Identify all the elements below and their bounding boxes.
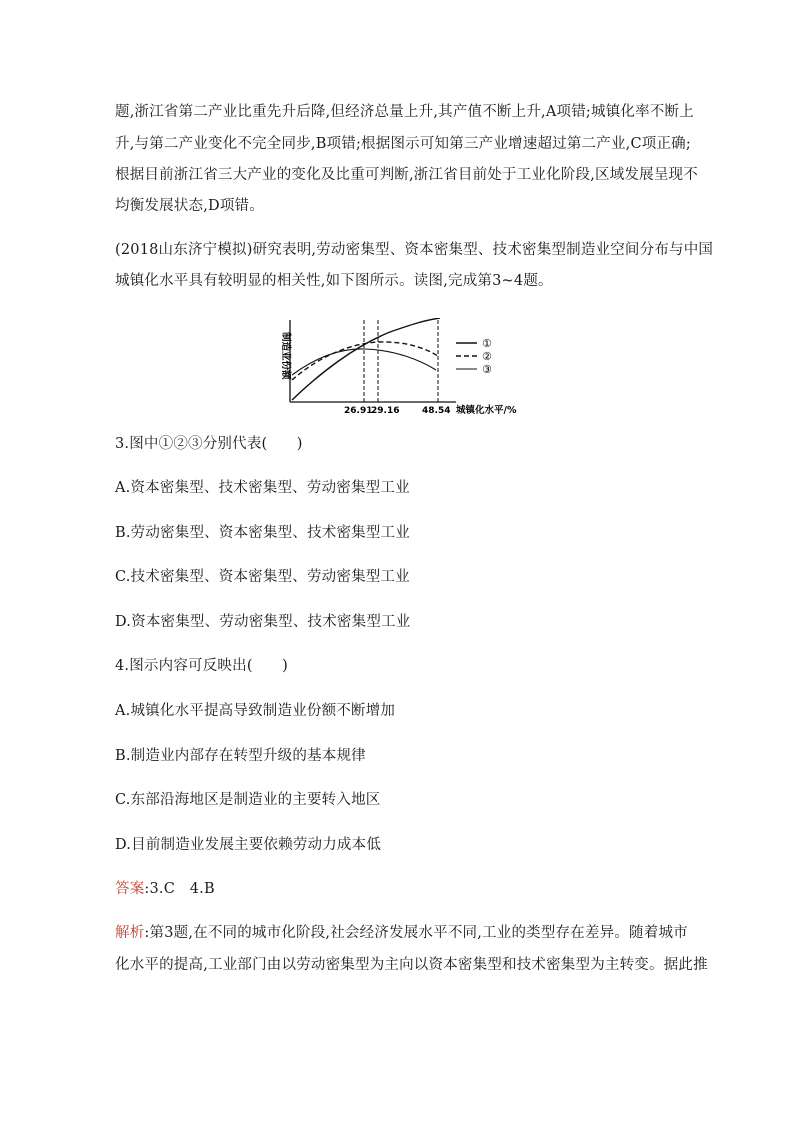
legend-label-2: ② bbox=[482, 350, 492, 363]
paragraph1-line-4: 均衡发展状态,D项错。 bbox=[115, 198, 264, 214]
answer-text: :3.C 4.B bbox=[144, 881, 215, 897]
intro-line-2: 城镇化水平具有较明显的相关性,如下图所示。读图,完成第3~4题。 bbox=[115, 273, 553, 289]
x-tick-48.54: 48.54 bbox=[422, 406, 451, 416]
analysis-line-1 bbox=[115, 923, 688, 943]
question-3-option-d: D.资本密集型、劳动密集型、技术密集型工业 bbox=[115, 614, 411, 630]
question-4-option-a: A.城镇化水平提高导致制造业份额不断增加 bbox=[115, 703, 396, 719]
x-axis-label: 城镇化水平/% bbox=[456, 405, 517, 416]
y-axis-label: 制造业份额 bbox=[280, 332, 291, 380]
x-tick-26.91: 26.91 bbox=[344, 406, 373, 416]
x-tick-29.16: 29.16 bbox=[371, 406, 400, 416]
question-3-option-c: C.技术密集型、资本密集型、劳动密集型工业 bbox=[115, 569, 410, 585]
answer-label: 答案 bbox=[115, 881, 145, 897]
intro-line-1: (2018山东济宁模拟)研究表明,劳动密集型、资本密集型、技术密集型制造业空间分布与中国 bbox=[115, 242, 714, 258]
paragraph1-line-1: 题,浙江省第二产业比重先升后降,但经济总量上升,其产值不断上升,A项错;城镇化率不断上 bbox=[115, 104, 694, 120]
legend-label-3: ③ bbox=[482, 363, 492, 376]
answer-line bbox=[115, 879, 215, 899]
manufacturing-chart bbox=[260, 318, 520, 418]
legend-label-1: ① bbox=[482, 337, 492, 350]
analysis-text-1: :第3题,在不同的城市化阶段,社会经济发展水平不同,工业的类型存在差异。随着城市 bbox=[144, 925, 688, 941]
question-4-option-b: B.制造业内部存在转型升级的基本规律 bbox=[115, 748, 366, 764]
paragraph1-line-3: 根据目前浙江省三大产业的变化及比重可判断,浙江省目前处于工业化阶段,区域发展呈现不 bbox=[115, 167, 698, 183]
question-4-stem: 4.图示内容可反映出( ) bbox=[115, 658, 288, 674]
question-4-option-c: C.东部沿海地区是制造业的主要转入地区 bbox=[115, 792, 381, 808]
question-3-stem: 3.图中①②③分别代表( ) bbox=[115, 436, 303, 452]
analysis-line-2: 化水平的提高,工业部门由以劳动密集型为主向以资本密集型和技术密集型为主转变。据此推 bbox=[115, 957, 708, 973]
question-3-option-b: B.劳动密集型、资本密集型、技术密集型工业 bbox=[115, 525, 410, 541]
analysis-label: 解析 bbox=[115, 925, 145, 941]
question-3-option-a: A.资本密集型、技术密集型、劳动密集型工业 bbox=[115, 480, 410, 496]
series-1-line bbox=[292, 318, 440, 400]
question-4-option-d: D.目前制造业发展主要依赖劳动力成本低 bbox=[115, 837, 382, 853]
paragraph1-line-2: 升,与第二产业变化不完全同步,B项错;根据图示可知第三产业增速超过第二产业,C项正确; bbox=[115, 136, 691, 152]
